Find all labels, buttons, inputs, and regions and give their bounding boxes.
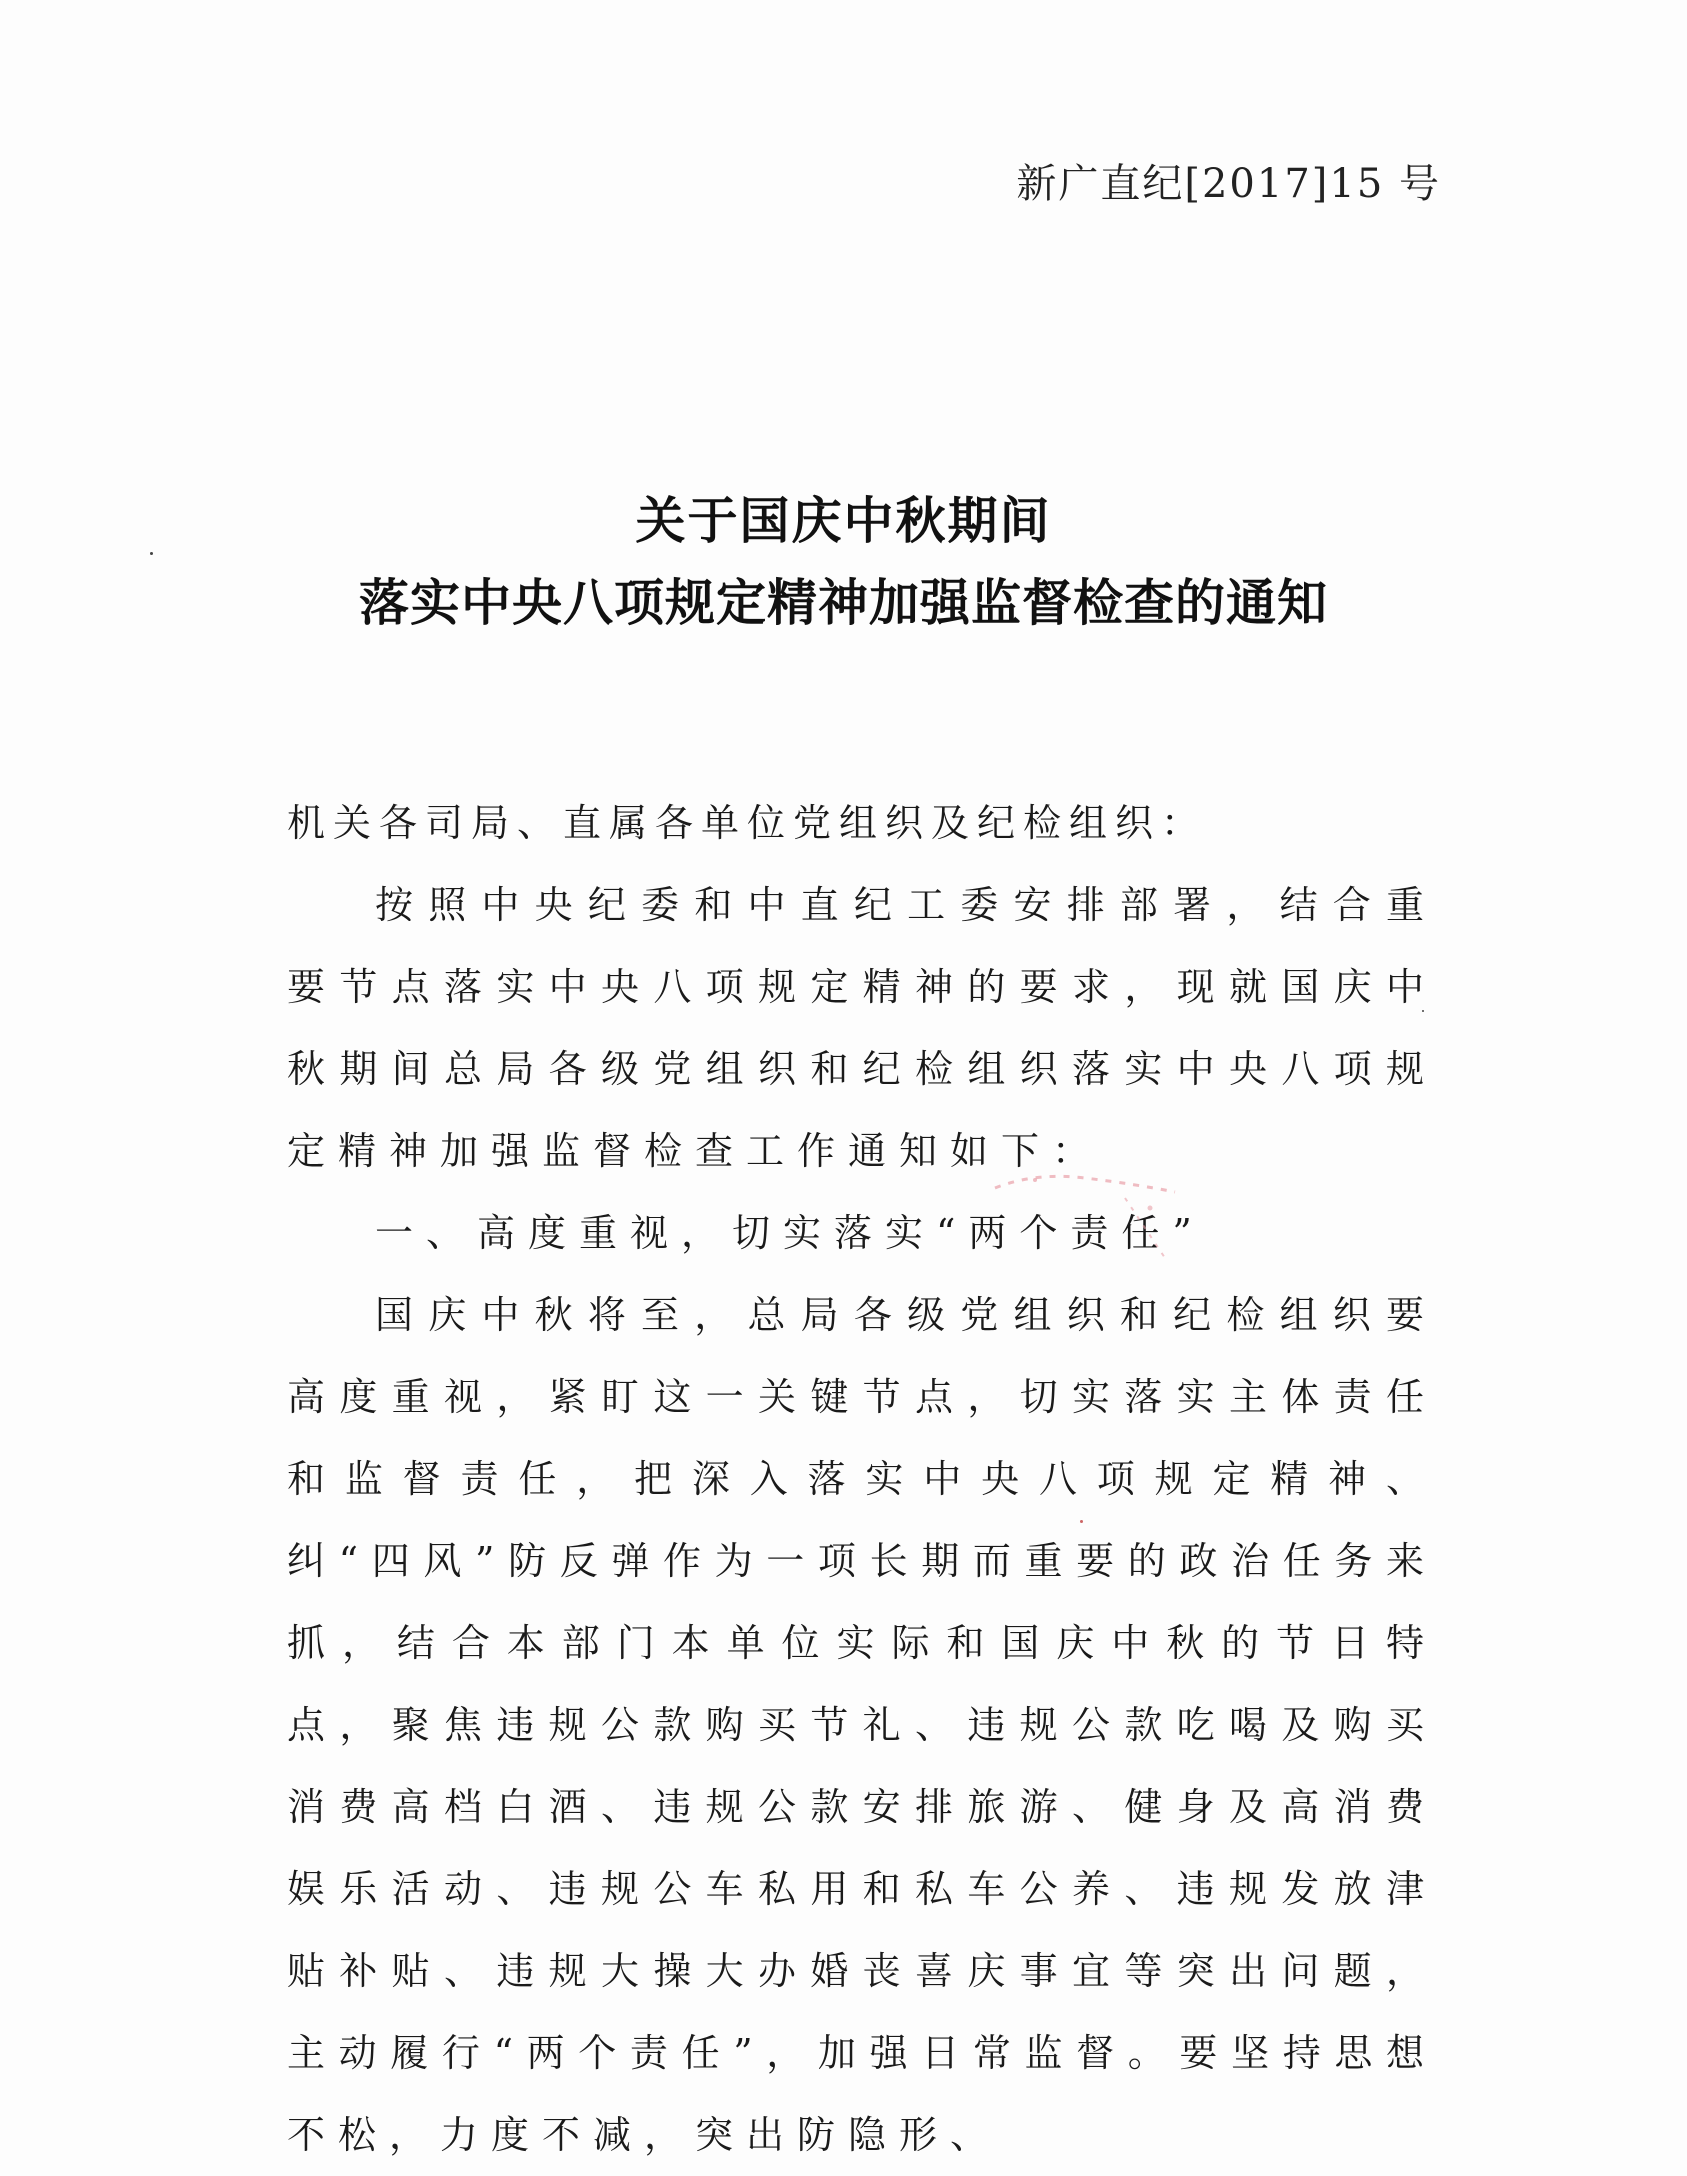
scan-speck <box>150 552 153 555</box>
document-number: 新广直纪[2017]15 号 <box>1016 161 1441 207</box>
document-body <box>287 782 1437 2176</box>
paragraph-section-1: 国庆中秋将至，总局各级党组织和纪检组织要高度重视，紧盯这一关键节点，切实落实主体责任和监督责任，把深入落实中央八项规定精神、纠“四风”防反弹作为一项长期而重要的政治任务来抓，结合本部门本单位实际和国庆中秋的节日特点，聚焦违规公款购买节礼、违规公款吃喝及购买消费高档白酒、违规公款安排旅游、健身及高消费娱乐活动、违规公车私用和私车公养、违规发放津贴补贴、违规大操大办婚丧喜庆事宜等突出问题，主动履行“两个责任”，加强日常监督。要坚持思想不松，力度不减，突出防隐形、 <box>287 1293 1437 2157</box>
scan-speck <box>1080 1520 1083 1523</box>
section-heading-1: 一、高度重视，切实落实“两个责任” <box>375 1211 1205 1255</box>
title-line-1: 关于国庆中秋期间 <box>635 492 1052 550</box>
title-line-2: 落实中央八项规定精神加强监督检查的通知 <box>359 574 1328 632</box>
paragraph-intro: 按照中央纪委和中直纪工委安排部署，结合重要节点落实中央八项规定精神的要求，现就国庆中秋期间总局各级党组织和纪检组织落实中央八项规定精神加强监督检查工作通知如下： <box>287 883 1437 1173</box>
document-title <box>0 480 1687 644</box>
scan-speck <box>1422 1010 1424 1012</box>
salutation: 机关各司局、直属各单位党组织及纪检组织： <box>287 801 1208 845</box>
